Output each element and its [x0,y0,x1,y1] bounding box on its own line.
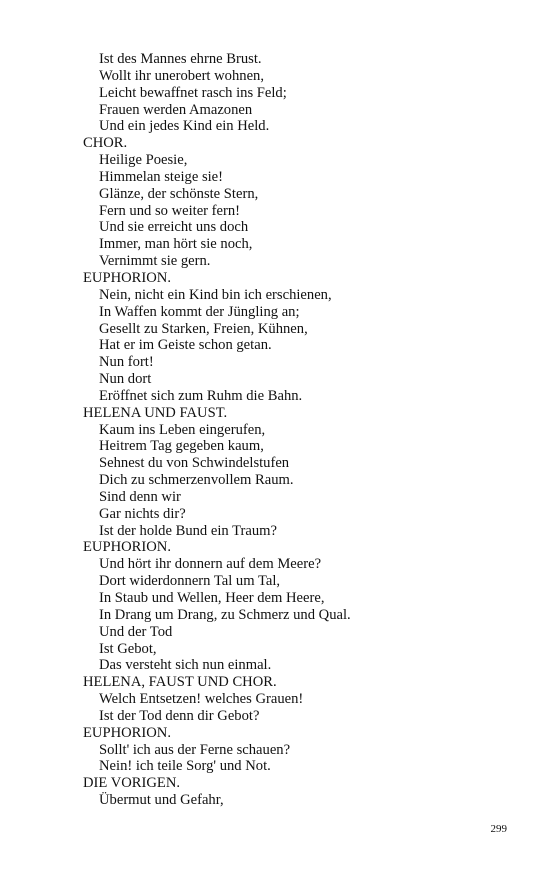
verse-line: Und der Tod [99,623,173,640]
verse-line: Ist der holde Bund ein Traum? [99,522,277,539]
verse-line: Sollt' ich aus der Ferne schauen? [99,741,291,758]
verse-line: Nein, nicht ein Kind bin ich erschienen, [99,286,332,303]
speaker-name: EUPHORION. [83,724,171,741]
speaker-name: EUPHORION. [83,269,171,286]
speaker-name: EUPHORION. [83,539,171,556]
verse-line: Wollt ihr unerobert wohnen, [99,67,264,84]
verse-text-block [83,51,523,809]
speaker-name: DIE VORIGEN. [83,775,181,792]
verse-line: Welch Entsetzen! welches Grauen! [99,691,304,708]
verse-line: Eröffnet sich zum Ruhm die Bahn. [99,387,303,404]
page-number: 299 [490,823,507,835]
verse-line: Heitrem Tag gegeben kaum, [99,438,264,455]
verse-line: Gesellt zu Starken, Freien, Kühnen, [99,320,308,337]
verse-line: Dort widerdonnern Tal um Tal, [99,573,281,590]
verse-line: Gar nichts dir? [99,505,186,522]
verse-line: Hat er im Geiste schon getan. [99,337,272,354]
verse-line: Himmelan steige sie! [99,168,224,185]
verse-line: Übermut und Gefahr, [99,792,224,809]
verse-line: Nun fort! [99,354,154,371]
verse-line: Frauen werden Amazonen [99,101,253,118]
verse-line: Das versteht sich nun einmal. [99,657,272,674]
verse-line: Heilige Poesie, [99,152,188,169]
verse-line: Dich zu schmerzenvollem Raum. [99,472,294,489]
verse-line: Leicht bewaffnet rasch ins Feld; [99,84,287,101]
verse-line: Fern und so weiter fern! [99,202,241,219]
verse-line: Sind denn wir [99,488,181,505]
verse-line: Nun dort [99,371,152,388]
speaker-name: HELENA, FAUST UND CHOR. [83,674,277,691]
verse-line: Vernimmt sie gern. [99,253,211,270]
verse-line: Kaum ins Leben eingerufen, [99,421,266,438]
verse-line: Nein! ich teile Sorg' und Not. [99,758,271,775]
verse-line: Und ein jedes Kind ein Held. [99,118,270,135]
verse-line: Ist des Mannes ehrne Brust. [99,51,262,67]
verse-line: Und hört ihr donnern auf dem Meere? [99,556,322,573]
verse-line: In Waffen kommt der Jüngling an; [99,303,300,320]
verse-line: Und sie erreicht uns doch [99,219,249,236]
verse-line: In Drang um Drang, zu Schmerz und Qual. [99,606,351,623]
verse-line: In Staub und Wellen, Heer dem Heere, [99,590,325,606]
verse-line: Ist Gebot, [99,640,157,657]
verse-line: Sehnest du von Schwindelstufen [99,455,290,472]
speaker-name: CHOR. [83,135,128,152]
verse-line: Immer, man hört sie noch, [99,236,253,253]
verse-line: Glänze, der schönste Stern, [99,185,259,202]
verse-line: Ist der Tod denn dir Gebot? [99,707,260,724]
speaker-name: HELENA UND FAUST. [83,404,228,421]
